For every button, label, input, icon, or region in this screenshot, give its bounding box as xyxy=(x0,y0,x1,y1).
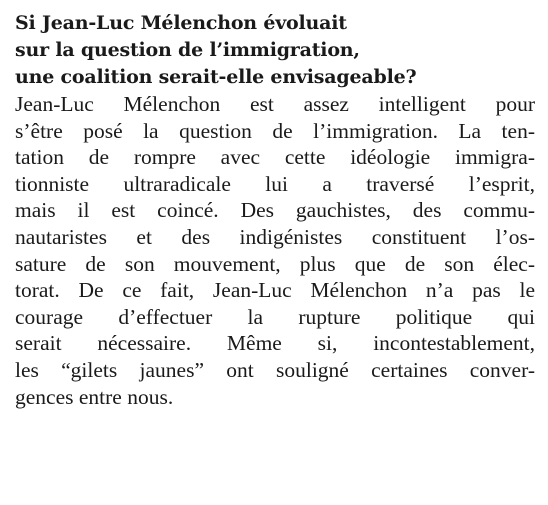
answer-line: serait nécessaire. Même si, incontestablement, xyxy=(15,331,535,356)
answer-line: gences entre nous. xyxy=(15,384,174,409)
answer-line: nautaristes et des indigénistes constituent l’os- xyxy=(15,224,535,249)
answer-line: tation de rompre avec cette idéologie immigra- xyxy=(15,145,535,170)
answer-line: Jean-Luc Mélenchon est assez intelligent pour xyxy=(15,92,535,116)
answer-line: courage d’effectuer la rupture politique qui xyxy=(15,304,535,329)
answer-line: tionniste ultraradicale lui a traversé l’esprit, xyxy=(15,171,535,196)
answer-line: torat. De ce fait, Jean-Luc Mélenchon n’a pas le xyxy=(15,278,535,303)
question-line: sur la question de l’immigration, xyxy=(15,39,360,61)
answer-line: sature de son mouvement, plus que de son élec- xyxy=(15,251,535,276)
question-line: une coalition serait-elle envisageable? xyxy=(15,66,417,88)
interview-answer xyxy=(15,91,535,410)
answer-line: les “gilets jaunes” ont souligné certaines conver- xyxy=(15,357,535,382)
answer-line: s’être posé la question de l’immigration. La ten- xyxy=(15,118,535,143)
interview-question xyxy=(15,10,535,91)
question-line: Si Jean-Luc Mélenchon évoluait xyxy=(15,12,347,34)
answer-line: mais il est coincé. Des gauchistes, des commu- xyxy=(15,198,535,223)
interview-excerpt xyxy=(15,10,535,410)
